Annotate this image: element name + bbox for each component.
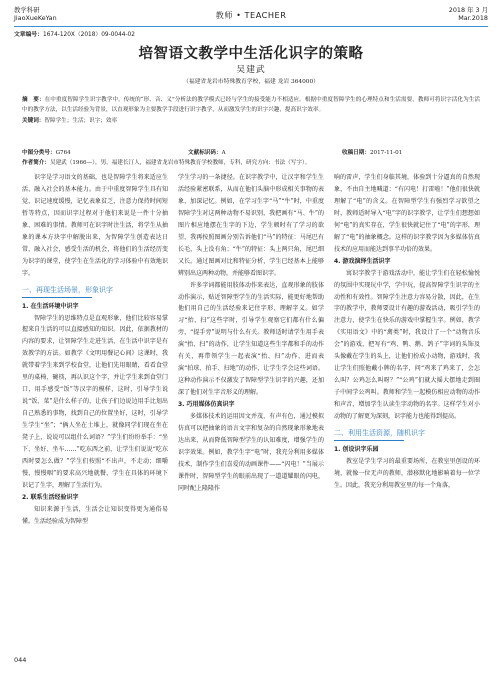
journal-name-cn: 教学科研	[14, 6, 40, 14]
paragraph: 知识来源于生活，生活会让知识变得更为通俗易懂。生活经验成为智障型	[22, 505, 168, 525]
page-number: 044	[14, 656, 27, 664]
section-heading-rule	[334, 440, 404, 441]
received-date-value: 2017-11-01	[369, 150, 403, 156]
clc-value: G764	[55, 150, 71, 156]
doc-code	[188, 148, 226, 156]
section-heading	[22, 285, 168, 298]
journal-name-pinyin: JiaoXueKeYan	[14, 14, 57, 22]
issue-month-en: Mar.2018	[458, 14, 488, 22]
paper-author: 吴建武	[236, 65, 266, 75]
subsection-heading: 3. 巧用媒体仿真识字	[178, 401, 235, 409]
subsection-heading: 1. 创设识字乐园	[334, 446, 379, 454]
author-bio-text: 吴建武（1966—），男，福建长汀人，福建省龙岩市特殊教育学校教师，专科，研究方向：书法（写字）。	[49, 160, 311, 166]
paragraph: 识字是学习语文的基础，也是智障学生将来适应生活、融入社会的基本能力。由于中重度智障学生具有知觉、识记速度缓慢，记忆表象贫乏，注意力保持时间短暂等特点，因而识字过程对于他们来说是一件十分抽象、困难的事情。教师可在识字时注生活，将学生从抽象的课本方块字中解脱出来，为智障学生创造表达日常，融入社会，感受生活的机会，将他们的生活经历变为识字的课堂，使学生在生活化的学习体验中有效地识字。	[22, 174, 168, 277]
abstract-text: 在中重度智障学生识字教学中，传统的“形、音、义”分析法的教学模式已经与学生的接受能力不相适应。根据中重度智障学生的心理特点和生活需要，教师可将识字活化为生活中的教学方法，以生活经验为背景，以直观形象为主要教学手段进行识字教学，从而激发学生的识字兴趣，提高识字效率。	[22, 97, 480, 114]
header-rule	[14, 26, 488, 27]
article-number	[14, 29, 135, 38]
doc-code-label: 文献标识码：	[188, 150, 222, 156]
column-2	[178, 172, 324, 495]
keywords-text: 智障学生；生活；识字；效率	[44, 117, 118, 124]
journal-header-center: 教师 • TEACHER	[215, 10, 287, 20]
paragraph: 许多字词都能用肢体动作来表达，直观形象的肢体动作演示，贴近智障型学生的生活实际，能更好地帮助他们用自己的生活经验来记住字形、理解字义。如学习“抬、扫”这些字时，引导学生观察它们都有什么偏旁，“提手旁”说明与什么有关。教师适时请学生用手表演“抬、扫”的动作，让学生知道这些生字都和手的动作有关，再带领学生一起表演“抬、扫”动作，进而表演“拍球、拍手、扫地”的动作，让学生学会这些词语。这种动作演示不仅激发了智障型学生识字的兴趣，还加深了他们对生字音形义的理解。	[178, 281, 324, 397]
doc-code-value: A	[221, 150, 226, 156]
received-date-label: 收稿日期：	[342, 150, 370, 156]
column-1	[22, 172, 168, 528]
paragraph: 多媒体技术的运用因文并茂、有声有色，通过模拟仿真可以把抽象的语言文字和复杂的自然现象形象地表达出来，从而降低智障型学生的认知难度，增强学生的识字效果。例如，教学生字“电”时，我充分利用多媒体技术，制作学生们喜爱的动画课件——“闪电！”当展示课件时，智障型学生的眼前出现了一道道耀眼的闪电，同时配上隆隆作	[178, 413, 324, 492]
issue-year-month: 2018 年 3 月	[448, 6, 488, 14]
author-affiliation: （福建省龙岩市特殊教育学校，福建 龙岩 364000）	[183, 79, 319, 85]
paragraph: 学生学习的一条捷径。在识字教学中，让汉字和学生生活经验紧密联系，从而在他们头脑中形成相关事物的表象，加深记忆。例如，在学习生字“马”“牛”时，中重度智障学生对这两种动物不易识别，我把画有“马、牛”的图片相应地摆在生字的下边，学生顿时有了学习的欲望，我再按照图画分别告诉他们“马”的特征：马尾巴有长毛，头上没有角；“牛”的特征：头上两只角，尾巴细又长。通过图画对比和特征分析，学生已经基本上能够辨别出这两种动物，并能够看图识字。	[178, 174, 324, 277]
clc-label: 中图分类号：	[22, 150, 56, 156]
abstract-label: 摘 要：	[22, 97, 45, 103]
subsection-heading: 4. 游戏演绎生活识字	[334, 257, 391, 265]
paper-title: 培智语文教学中生活化识字的策略	[138, 46, 364, 62]
section-heading-text: 二、利用生活资源，随机识字	[334, 429, 425, 438]
article-number-value: 1674-120X（2018）09-0044-02	[43, 32, 135, 38]
section-heading-text: 一、再现生活场景，形象识字	[22, 285, 113, 294]
paragraph: 响的雷声，学生们身临其境，体验到十分逼真的自然现象，不由自主地喊道：“有闪电！打雷啦！”他们很快就理解了“电”的含义。在智障型学生有强烈学习欲望之时，教师适时导入“电”字的识字教学，让学生们想想如何“电”的真实存在，学生很快就记住了“电”的字形，理解了“电”的抽象概念。这样的识字教学因为多媒体仿真技术的应用而能达到事半功倍的效果。	[334, 174, 480, 253]
column-3	[334, 172, 480, 492]
abstract	[22, 95, 480, 126]
author-bio-label: 作者简介：	[22, 160, 50, 166]
keywords-label: 关键词：	[22, 117, 45, 124]
section-heading	[334, 428, 480, 441]
issue-date	[449, 6, 488, 22]
paragraph: 教室是学生学习的最重要场所，在教室里创设的环境，就像一位无声的教师，潜移默化地影响着每一位学生。因此，我充分利用教室里的每一个角落，	[334, 457, 480, 489]
subsection-heading: 2. 联系生活经验识字	[22, 493, 79, 501]
clc-number	[22, 148, 71, 156]
author-bio	[22, 158, 480, 166]
paragraph: 寓识字教学于游戏活动中，能让学生们在轻松愉悦的氛围中实现玩中学，学中玩，提高智障学生识字的主动性和有效性。智障学生注意力容易分散，因此，在生字的教学中，教师要设计有趣的游戏活动，吸引学生的注意力，使学生在快乐的游戏中掌握生字。例如，教学《实用语文》中的“禽类”时，我设计了一个“动物音乐会”的游戏，把写有“鸡、鸭、鹅、鸽子”字词的头饰及头像戴在学生的头上，让他们扮成小动物，游戏时，我让学生们照他戴小牌的名字，问“鸡来了鸡来了，会怎么叫？公鸡怎么叫呀？”“公鸡”们就大摇大摆地走到圈子中间学公鸡叫。教师和学生一起模仿相应动物的动作和声音，增加学生认读生字动物的名字。这样学生对小动物的了解更为深刻，识字能力也能得到提高。	[334, 269, 480, 421]
received-date	[342, 148, 402, 156]
subsection-heading: 1. 在生活环境中识字	[22, 302, 79, 310]
section-heading-rule	[22, 297, 92, 298]
article-number-label: 文章编号：	[14, 32, 43, 38]
paragraph: 智障学生的思维特点是直观形象，他们比较容易掌握来自生活的可以直接感知的知识。因此，依据教材的内容的要求，让智障学生走进生活，在生活中识字是有效教学的方法。如教学《文明用餐记心间》这课时，我就带着学生来到学校食堂，让他们先用眼睛，看看食堂里的桌椅、碗筷，再认识这个字，并让学生来到食堂门口，用手感受“饭”等汉字的模样，这时，引导学生说说“饭、菜”是什么样子的，让孩子们边说边用手比划出自己熟悉的事物，找到自己的位置坐好，这时，引导学生学生“坐”；“俩人坐在土堆上，就像同学们现在坐在凳子上，说说可以组什么词语？”学生们纷纷举手：“坐下、坐好、坐车……”吃东西之前，让学生们说说“吃东西时要怎么做？”学生们按照“不出声，不走动；细嚼慢，慢慢咽”的要求高兴地就餐，学生在具体的环境下识记了生字，理解了生活行为。	[22, 314, 168, 489]
